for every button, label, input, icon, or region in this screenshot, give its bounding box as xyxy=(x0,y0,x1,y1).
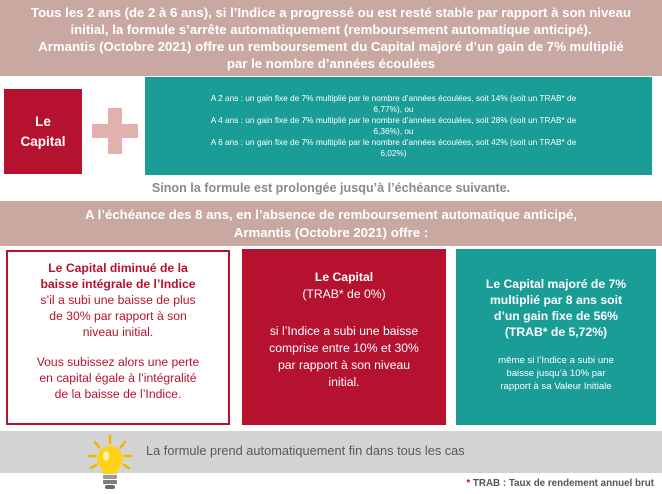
scenario-capital-text: comprise entre 10% et 30% xyxy=(269,341,419,355)
gain-line: 6,02%) xyxy=(380,148,407,158)
gain-line: A 6 ans : un gain fixe de 7% multiplié par le nombre d’années écoulées, soit 42% (soit un TRAB* de xyxy=(210,137,577,147)
scenario-gain-text: rapport à sa Valeur Initiale xyxy=(500,381,612,392)
footnote xyxy=(466,478,654,489)
footnote-star: * xyxy=(466,478,471,489)
bottom-text: La formule prend automatiquement fin dans tous les cas xyxy=(146,443,465,458)
mid-band-line1: A l’échéance des 8 ans, en l’absence de remboursement automatique anticipé, xyxy=(84,206,577,222)
top-band-line: par le nombre d’années écoulées xyxy=(226,56,436,71)
scenario-loss-text: s’il a subi une baisse de plus xyxy=(40,293,196,307)
mid-band-line2: Armantis (Octobre 2021) offre : xyxy=(233,224,429,240)
capital-box xyxy=(4,89,82,174)
scenario-capital-head: Le Capital xyxy=(314,270,374,284)
scenario-capital-text: initial. xyxy=(328,375,360,389)
scenario-loss-text: de 30% par rapport à son xyxy=(49,309,187,323)
footnote-text: TRAB : Taux de rendement annuel brut xyxy=(470,478,654,489)
scenario-gain-head: multiplié par 8 ans soit xyxy=(489,293,623,307)
plus-icon xyxy=(92,108,138,154)
scenario-gain-head: (TRAB* de 5,72%) xyxy=(504,325,608,339)
gain-line: 6,36%), ou xyxy=(373,126,414,136)
scenario-capital-text: par rapport à son niveau xyxy=(277,358,411,372)
scenario-gain-text: baisse jusqu’à 10% par xyxy=(506,368,606,379)
scenario-capital-text: si l’Indice a subi une baisse xyxy=(269,324,419,338)
scenario-loss-warning: de la baisse de l’Indice. xyxy=(54,387,182,401)
sinon-text: Sinon la formule est prolongée jusqu’à l’échéance suivante. xyxy=(151,181,511,195)
top-band-line: initial, la formule s’arrête automatiquement (remboursement automatique anticipé). xyxy=(70,22,592,37)
gain-line: A 2 ans : un gain fixe de 7% multiplié par le nombre d’années écoulées, soit 14% (soit un TRAB* de xyxy=(210,93,577,103)
scenario-gain-text: même si l’Indice a subi une xyxy=(498,355,614,366)
top-band-line: Armantis (Octobre 2021) offre un remboursement du Capital majoré d’un gain de 7% multiplié xyxy=(38,39,624,54)
capital-label-line2: Capital xyxy=(20,133,66,149)
lightbulb-icon xyxy=(86,432,134,494)
scenario-gain-head: d’un gain fixe de 56% xyxy=(494,309,618,323)
mid-band xyxy=(0,201,662,246)
gains-box xyxy=(145,77,652,175)
scenario-loss-head: baisse intégrale de l’Indice xyxy=(40,277,196,291)
scenario-loss-warning: Vous subissez alors une perte xyxy=(36,355,200,369)
scenario-gain-head: Le Capital majoré de 7% xyxy=(485,277,627,291)
scenario-loss-head: Le Capital diminué de la xyxy=(48,261,188,275)
scenario-gain-box xyxy=(456,249,656,425)
gain-line: A 4 ans : un gain fixe de 7% multiplié par le nombre d’années écoulées, soit 28% (soit un TRAB* de xyxy=(210,115,577,125)
scenario-capital-trab: (TRAB* de 0%) xyxy=(302,287,386,301)
capital-label-line1: Le xyxy=(35,113,51,129)
scenario-loss-box xyxy=(6,250,230,425)
top-band-line: Tous les 2 ans (de 2 à 6 ans), si l’Indice a progressé ou est resté stable par rapport à son niveau xyxy=(31,5,631,20)
top-band xyxy=(0,0,662,76)
scenario-loss-warning: en capital égale à l’intégralité xyxy=(39,371,197,385)
gain-line: 6,77%), ou xyxy=(373,104,414,114)
scenario-loss-text: niveau initial. xyxy=(82,325,154,339)
scenario-capital-box xyxy=(242,249,446,425)
